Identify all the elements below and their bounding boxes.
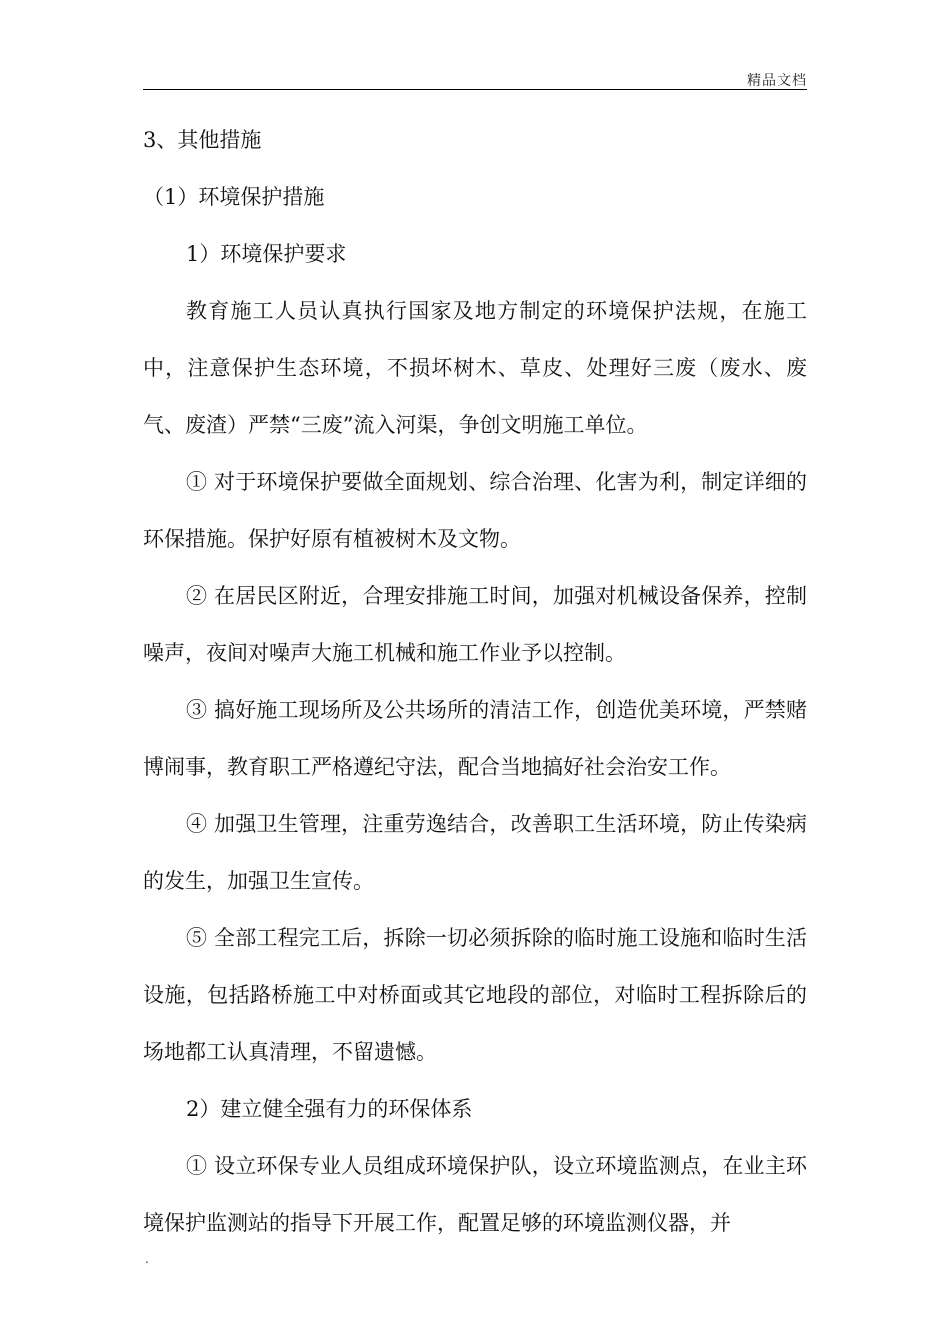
list-item: ① 设立环保专业人员组成环境保护队，设立环境监测点，在业主环境保护监测站的指导下开展工作，配置足够的环境监测仪器，并 bbox=[143, 1154, 807, 1235]
list-item: ④ 加强卫生管理，注重劳逸结合，改善职工生活环境，防止传染病的发生，加强卫生宣传。 bbox=[143, 812, 807, 893]
sub-subsection-heading: 2）建立健全强有力的环保体系 bbox=[186, 1097, 473, 1121]
footer-mark: . bbox=[145, 1252, 149, 1266]
list-item: ② 在居民区附近，合理安排施工时间，加强对机械设备保养，控制噪声，夜间对噪声大施工机械和施工作业予以控制。 bbox=[143, 584, 807, 665]
section-heading: 3、其他措施 bbox=[143, 128, 262, 152]
sub-subsection-heading: 1）环境保护要求 bbox=[186, 242, 347, 266]
document-body bbox=[143, 112, 807, 1252]
page-header-label: 精品文档 bbox=[747, 73, 807, 89]
intro-paragraph: 教育施工人员认真执行国家及地方制定的环境保护法规，在施工中，注意保护生态环境，不损坏树木、草皮、处理好三废（废水、废气、废渣）严禁“三废”流入河渠，争创文明施工单位。 bbox=[143, 299, 807, 437]
list-item: ③ 搞好施工现场所及公共场所的清洁工作，创造优美环境，严禁赌博闹事，教育职工严格遵纪守法，配合当地搞好社会治安工作。 bbox=[143, 698, 807, 779]
header-divider bbox=[143, 89, 807, 90]
list-item: ⑤ 全部工程完工后，拆除一切必须拆除的临时施工设施和临时生活设施，包括路桥施工中对桥面或其它地段的部位，对临时工程拆除后的场地都工认真清理，不留遗憾。 bbox=[143, 926, 807, 1064]
list-item: ① 对于环境保护要做全面规划、综合治理、化害为利，制定详细的环保措施。保护好原有植被树木及文物。 bbox=[143, 470, 807, 551]
subsection-heading: （1）环境保护措施 bbox=[143, 185, 325, 209]
